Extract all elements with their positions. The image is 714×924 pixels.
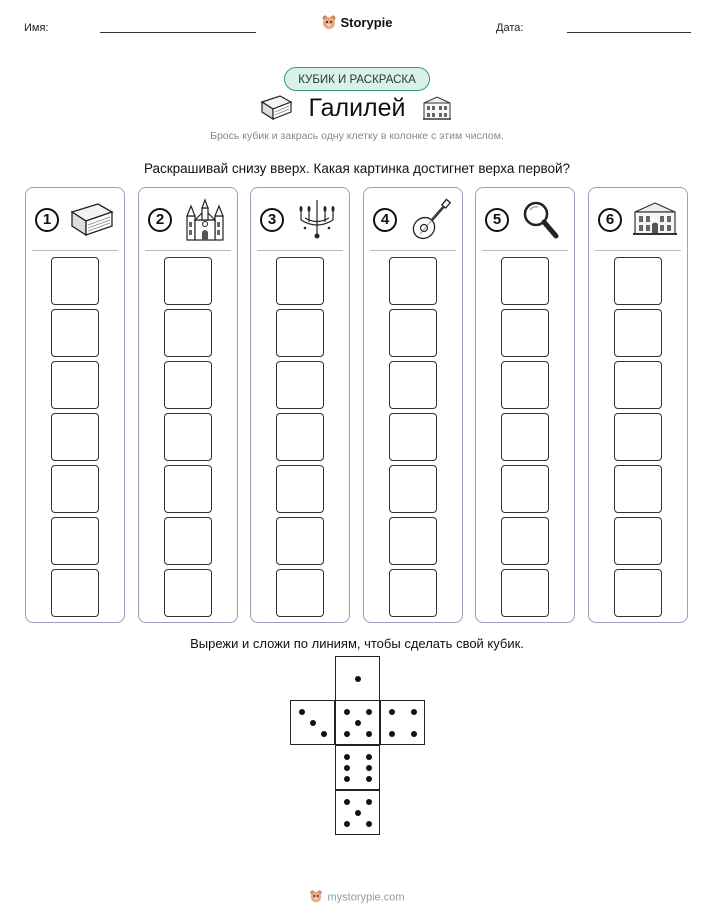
color-cell[interactable] xyxy=(501,361,549,409)
column-number: 1 xyxy=(35,208,59,232)
pip xyxy=(344,799,350,805)
activity-badge: КУБИК И РАСКРАСКА xyxy=(284,67,430,91)
color-cell[interactable] xyxy=(389,413,437,461)
color-cell[interactable] xyxy=(164,465,212,513)
color-cell[interactable] xyxy=(276,465,324,513)
color-cell[interactable] xyxy=(389,309,437,357)
color-cell[interactable] xyxy=(276,257,324,305)
pip xyxy=(366,776,372,782)
pip xyxy=(389,709,395,715)
color-cell[interactable] xyxy=(501,257,549,305)
pip xyxy=(344,776,350,782)
cathedral-icon xyxy=(181,198,229,242)
chandelier-icon xyxy=(293,198,341,242)
color-cell[interactable] xyxy=(164,309,212,357)
lute-icon xyxy=(406,198,454,242)
color-cell[interactable] xyxy=(51,413,99,461)
pip xyxy=(355,676,361,682)
pip xyxy=(366,709,372,715)
color-cell[interactable] xyxy=(389,465,437,513)
pip xyxy=(299,709,305,715)
color-cell[interactable] xyxy=(614,465,662,513)
column-divider xyxy=(145,250,231,251)
date-line[interactable] xyxy=(567,32,691,33)
name-label: Имя: xyxy=(24,22,49,34)
pip xyxy=(366,765,372,771)
color-cell[interactable] xyxy=(614,309,662,357)
column-number: 6 xyxy=(598,208,622,232)
color-cell[interactable] xyxy=(614,569,662,617)
column-5 xyxy=(475,187,575,623)
pip xyxy=(411,709,417,715)
color-cell[interactable] xyxy=(276,413,324,461)
cut-instruction: Вырежи и сложи по линиям, чтобы сделать свой кубик. xyxy=(190,636,524,651)
column-number: 4 xyxy=(373,208,397,232)
color-cell[interactable] xyxy=(389,361,437,409)
color-cell[interactable] xyxy=(276,517,324,565)
brand-name: Storypie xyxy=(340,14,393,30)
column-divider xyxy=(257,250,343,251)
footer-url[interactable]: mystorypie.com xyxy=(327,891,405,904)
pip xyxy=(355,810,361,816)
column-number: 5 xyxy=(485,208,509,232)
die-face xyxy=(380,700,425,745)
color-cell[interactable] xyxy=(164,569,212,617)
color-cell[interactable] xyxy=(501,413,549,461)
pip xyxy=(344,731,350,737)
column-4 xyxy=(363,187,463,623)
color-cell[interactable] xyxy=(389,569,437,617)
pip xyxy=(310,720,316,726)
color-cell[interactable] xyxy=(501,517,549,565)
storypie-bear-icon xyxy=(321,14,337,33)
color-cell[interactable] xyxy=(276,309,324,357)
column-number: 2 xyxy=(148,208,172,232)
color-cell[interactable] xyxy=(164,413,212,461)
column-3 xyxy=(250,187,350,623)
question-text: Раскрашивай снизу вверх. Какая картинка достигнет верха первой? xyxy=(143,161,571,176)
pip xyxy=(344,754,350,760)
color-cell[interactable] xyxy=(164,361,212,409)
pip xyxy=(366,754,372,760)
footer xyxy=(0,889,714,906)
column-divider xyxy=(482,250,568,251)
book-icon xyxy=(68,198,116,242)
pip xyxy=(355,720,361,726)
pip xyxy=(344,709,350,715)
palace-icon xyxy=(422,94,452,122)
color-cell[interactable] xyxy=(614,517,662,565)
brand-logo xyxy=(0,14,714,33)
column-number: 3 xyxy=(260,208,284,232)
pip xyxy=(344,821,350,827)
color-cell[interactable] xyxy=(501,309,549,357)
die-face xyxy=(335,745,380,790)
color-cell[interactable] xyxy=(276,569,324,617)
pip xyxy=(366,799,372,805)
page-title: Галилей xyxy=(308,94,406,122)
color-cell[interactable] xyxy=(614,361,662,409)
date-label: Дата: xyxy=(496,22,524,34)
pip xyxy=(366,821,372,827)
color-cell[interactable] xyxy=(51,465,99,513)
color-cell[interactable] xyxy=(164,257,212,305)
color-cell[interactable] xyxy=(614,257,662,305)
color-cell[interactable] xyxy=(51,361,99,409)
color-cell[interactable] xyxy=(389,257,437,305)
die-face xyxy=(290,700,335,745)
color-cell[interactable] xyxy=(389,517,437,565)
color-cell[interactable] xyxy=(276,361,324,409)
column-2 xyxy=(138,187,238,623)
pip xyxy=(411,731,417,737)
pip xyxy=(344,765,350,771)
die-face xyxy=(335,790,380,835)
pip xyxy=(389,731,395,737)
color-cell[interactable] xyxy=(164,517,212,565)
column-6 xyxy=(588,187,688,623)
palace-icon xyxy=(631,198,679,242)
pip xyxy=(366,731,372,737)
die-face xyxy=(335,700,380,745)
pip xyxy=(321,731,327,737)
color-cell[interactable] xyxy=(51,517,99,565)
color-cell[interactable] xyxy=(51,309,99,357)
die-face xyxy=(335,656,380,701)
magnifying-glass-icon xyxy=(518,198,566,242)
color-cell[interactable] xyxy=(614,413,662,461)
color-cell[interactable] xyxy=(501,465,549,513)
color-cell[interactable] xyxy=(51,257,99,305)
color-cell[interactable] xyxy=(501,569,549,617)
column-divider xyxy=(32,250,118,251)
column-divider xyxy=(595,250,681,251)
column-divider xyxy=(370,250,456,251)
storypie-bear-icon xyxy=(309,889,323,906)
instruction-text: Брось кубик и закрась одну клетку в колонке с этим числом. xyxy=(210,130,504,142)
color-cell[interactable] xyxy=(51,569,99,617)
column-1 xyxy=(25,187,125,623)
